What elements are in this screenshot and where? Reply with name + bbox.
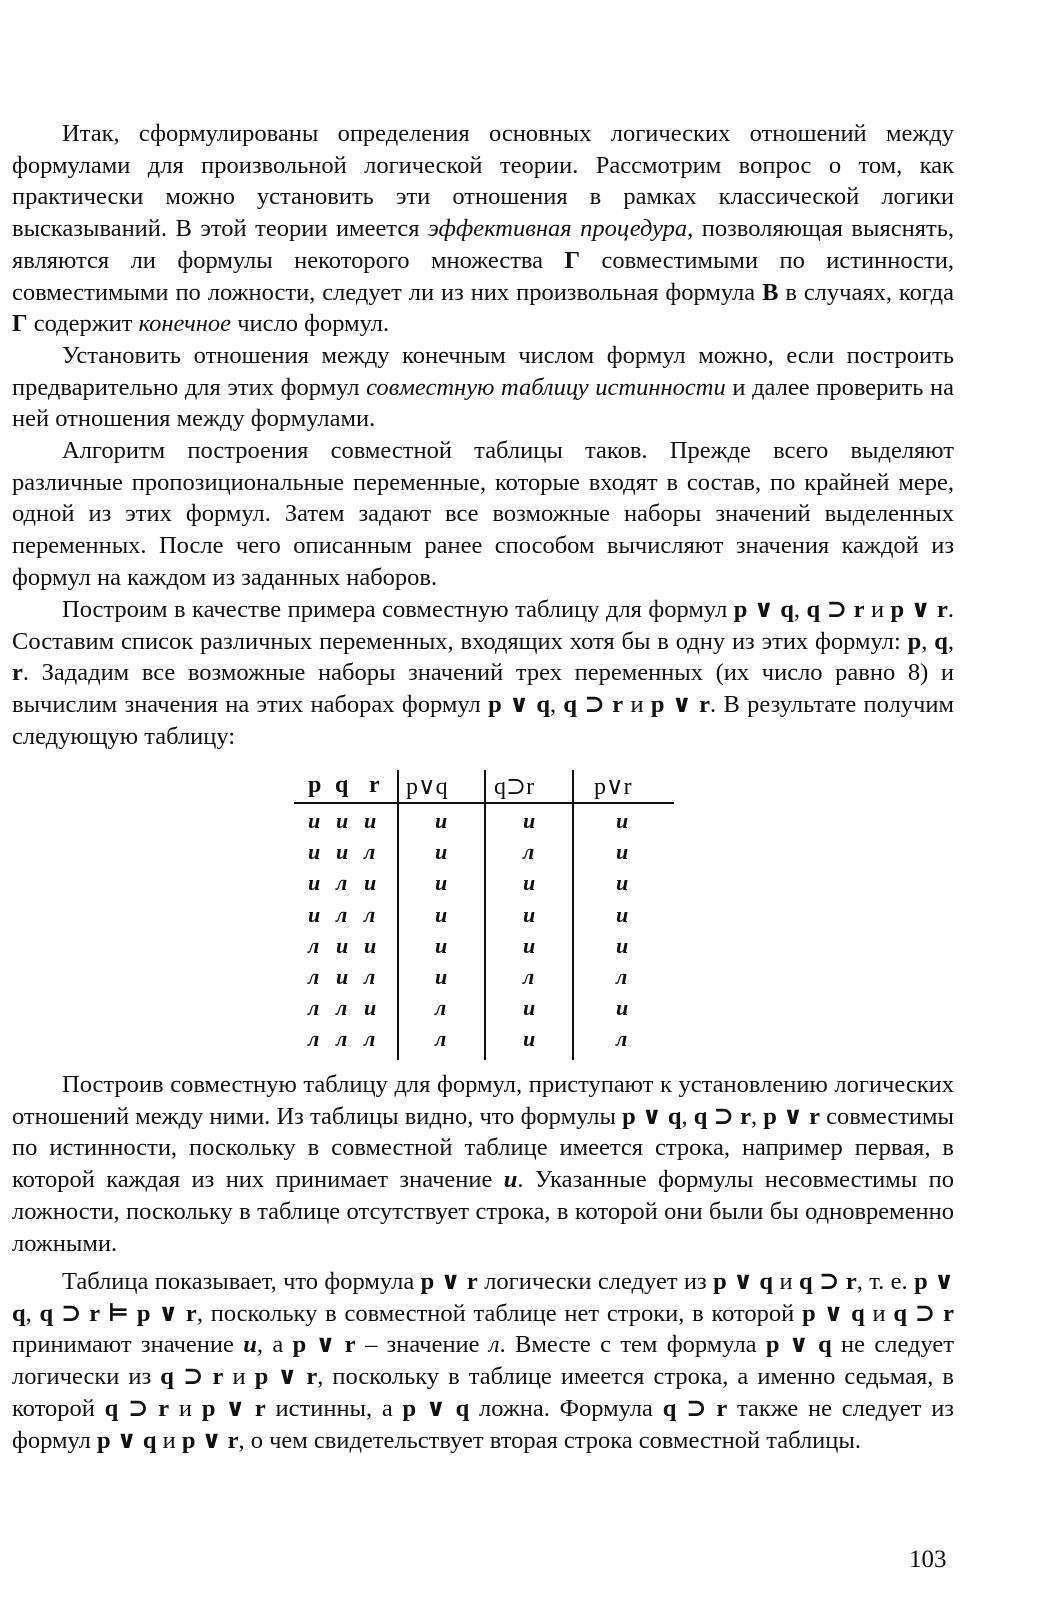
formula: q ⊃ r: [798, 1268, 857, 1295]
formula: q ⊃ r: [160, 1363, 224, 1391]
text-run: ложна. Формула: [469, 1394, 663, 1422]
formula: p ∨ q: [97, 1426, 157, 1454]
paragraph-compatibility: [12, 1069, 954, 1259]
formula: q ⊃ r ⊨ p ∨ r: [39, 1299, 197, 1327]
formula: p ∨ r: [890, 596, 948, 623]
header-p-or-q: p∨q: [406, 774, 448, 800]
text-run: не следует логически из: [12, 1331, 954, 1391]
table-row: [294, 995, 674, 1026]
cell-r: и: [364, 932, 377, 958]
table-header-rule: [294, 802, 674, 804]
text-run: и: [223, 1363, 255, 1391]
text-run: число формул.: [231, 310, 390, 338]
formula: q ⊃ r: [893, 1299, 954, 1327]
formula: Г: [12, 310, 28, 338]
text-run: . Указанные формулы несовместимы по ложности, поскольку в таблице отсутствует строка, в которой они были бы одновременно ложными.: [12, 1166, 954, 1257]
cell-p: л: [308, 932, 320, 958]
header-p: p: [308, 772, 322, 798]
text-run: Построим в качестве примера совместную таблицу для формул: [62, 596, 734, 623]
table-row: [294, 808, 674, 839]
cell-p-or-r: и: [616, 839, 629, 865]
header-q: q: [335, 772, 349, 798]
text-run: ,: [793, 596, 807, 623]
cell-p-or-r: л: [616, 1026, 628, 1052]
formula: p ∨ q: [622, 1102, 682, 1130]
paragraph-example: [12, 594, 954, 753]
cell-p: и: [308, 839, 321, 865]
cell-r: и: [364, 808, 377, 833]
formula: p ∨ q: [713, 1268, 774, 1295]
cell-q-implies-r: и: [523, 932, 536, 958]
formula: p ∨ q: [733, 596, 794, 623]
text-run: и далее проверить на ней отношения между формулами.: [12, 373, 954, 433]
cell-r: и: [364, 995, 377, 1021]
paragraph-definitions-intro: [12, 118, 954, 340]
cell-q-implies-r: л: [523, 964, 535, 989]
cell-q-implies-r: и: [523, 995, 536, 1021]
cell-q: л: [336, 870, 348, 896]
cell-r: л: [364, 1026, 376, 1052]
cell-p-or-q: и: [435, 901, 448, 927]
text-run: и: [156, 1426, 182, 1454]
text-run: ,: [681, 1102, 694, 1130]
cell-q: и: [336, 964, 349, 989]
text-run: ,: [549, 691, 564, 719]
cell-p-or-r: и: [616, 901, 629, 927]
paragraph-consequence: [12, 1266, 954, 1456]
text-run: Таблица показывает, что формула: [62, 1268, 421, 1295]
cell-p-or-q: л: [435, 995, 447, 1021]
cell-p: л: [308, 964, 320, 989]
formula: q ⊃ r: [662, 1394, 728, 1422]
text-run: Итак, сформулированы определения основных логических отношений между формулами для произвольной логической теории. Рассмотрим вопрос о том, как практически можно установить эти отношения в рамках классической логики высказываний. В этой теории имеется: [12, 120, 954, 243]
text-run: – значение: [355, 1331, 489, 1359]
table-row: [294, 964, 674, 995]
text-run: и: [623, 691, 651, 719]
formula: q ⊃ r: [563, 691, 624, 719]
text-run: , поскольку в совместной таблице нет строки, в которой: [196, 1299, 803, 1327]
formula: q ⊃ r: [693, 1102, 752, 1130]
cell-q-implies-r: и: [523, 808, 536, 833]
truth-value: и: [243, 1331, 257, 1359]
text-run: и: [169, 1394, 202, 1422]
cell-p-or-q: л: [435, 1026, 447, 1052]
text-run: истинны, а: [265, 1394, 403, 1422]
text-run: принимают значение: [12, 1331, 244, 1359]
cell-p-or-q: и: [435, 870, 448, 896]
cell-p: и: [308, 870, 321, 896]
cell-p-or-q: и: [435, 839, 448, 865]
text-run: . Вместе с тем формула: [499, 1331, 766, 1359]
table-row: [294, 1026, 674, 1057]
table-row: [294, 839, 674, 870]
table-row: [294, 902, 674, 933]
emphasis: л: [488, 1331, 500, 1359]
cell-p-or-q: и: [435, 964, 448, 989]
formula: Г: [564, 246, 581, 274]
formula: p ∨ r: [650, 691, 710, 719]
cell-q: л: [336, 901, 348, 927]
text-run: и: [773, 1268, 799, 1295]
text-run: . Составим список различных переменных, входящих хотя бы в одну из этих формул:: [12, 596, 955, 655]
text-run: . В результате получим следующую таблицу:: [12, 691, 954, 750]
cell-p: и: [308, 901, 321, 927]
cell-p-or-r: и: [616, 808, 629, 833]
text-run: , поскольку в таблице имеется строка, а именно седьмая, в которой: [12, 1363, 955, 1422]
emphasis: совместную таблицу истинности: [366, 373, 726, 401]
text-run: логически следует из: [477, 1268, 714, 1295]
cell-p-or-q: и: [435, 932, 448, 958]
cell-p: л: [308, 995, 320, 1021]
cell-q: и: [336, 808, 349, 833]
formula: p ∨ r: [292, 1331, 356, 1359]
cell-r: л: [364, 839, 376, 865]
page-number: 103: [909, 1546, 947, 1573]
formula: p ∨ r: [763, 1102, 820, 1130]
cell-q: л: [336, 995, 348, 1021]
formula: p ∨ q: [765, 1331, 832, 1359]
cell-q-implies-r: и: [523, 870, 536, 896]
table-row: [294, 870, 674, 901]
formula: r: [12, 659, 23, 687]
paragraph-algorithm: [12, 435, 954, 594]
header-q-implies-r: q⊃r: [494, 774, 535, 800]
text-run: ,: [921, 627, 935, 655]
formula: p ∨ q: [12, 1268, 954, 1327]
text-run: ,: [947, 627, 954, 655]
formula: p ∨ r: [201, 1394, 266, 1422]
text-run: содержит: [27, 310, 139, 338]
cell-p: и: [308, 808, 321, 833]
text-run: , позволяющая выяснять, являются ли формулы некоторого множества: [12, 215, 954, 274]
cell-p-or-q: и: [435, 808, 448, 833]
cell-p-or-r: л: [616, 964, 628, 989]
text-run: ,: [751, 1102, 764, 1130]
text-run: также не следует из формул: [12, 1394, 954, 1454]
text-run: в случаях, когда: [778, 278, 954, 306]
cell-q: и: [336, 932, 349, 958]
formula: p ∨ q: [402, 1394, 470, 1422]
table-row: [294, 933, 674, 964]
formula: p ∨ r: [420, 1268, 478, 1295]
formula: p: [907, 627, 922, 655]
cell-p-or-r: и: [616, 995, 629, 1021]
formula: p ∨ r: [254, 1363, 318, 1391]
cell-r: л: [364, 901, 376, 927]
text-run: и: [864, 596, 891, 623]
cell-q-implies-r: и: [523, 901, 536, 927]
text-run: Установить отношения между конечным числом формул можно, если построить предварительно для этих формул: [12, 342, 954, 401]
cell-q-implies-r: л: [523, 839, 535, 865]
cell-q-implies-r: и: [523, 1026, 536, 1052]
header-p-or-r: p∨r: [594, 774, 632, 800]
formula: В: [762, 278, 779, 306]
emphasis: конечное: [138, 310, 232, 338]
formula: q ⊃ r: [806, 596, 865, 623]
formula: p ∨ r: [181, 1426, 239, 1454]
text-run: . Зададим все возможные наборы значений трех переменных (их число равно 8) и вычислим значения на этих наборах формул: [12, 659, 954, 719]
emphasis: эффективная процедура: [427, 215, 688, 243]
text-run: Алгоритм построения совместной таблицы таков. Прежде всего выделяют различные пропозициональные переменные, которые входят в состав, по крайней мере, одной из этих формул. Затем задают все возможные наборы значений выделенных переменных. После чего описанным ранее способом вычисляют значения каждой из формул на каждом из заданных наборов.: [12, 437, 954, 591]
formula: q: [934, 627, 948, 655]
cell-p: л: [308, 1026, 320, 1052]
cell-p-or-r: и: [616, 870, 629, 896]
joint-truth-table: [294, 770, 674, 1062]
cell-q: л: [336, 1026, 348, 1052]
text-run: Построив совместную таблицу для формул, приступают к установлению логических отношений между ними. Из таблицы видно, что формулы: [12, 1071, 954, 1130]
text-run: ,: [25, 1299, 40, 1327]
text-run: совместимы по истинности, поскольку в совместной таблице имеется строка, например первая, в которой каждая из них принимает значение: [12, 1102, 955, 1194]
formula: p ∨ q: [802, 1299, 865, 1327]
cell-r: л: [364, 964, 376, 989]
header-r: r: [369, 772, 380, 798]
text-run: совместимыми по истинности, совместимыми по ложности, следует ли из них произвольная формула: [12, 246, 954, 306]
cell-p-or-r: и: [616, 932, 629, 958]
formula: p ∨ q: [488, 691, 550, 719]
text-run: и: [864, 1299, 894, 1327]
text-run: , а: [256, 1331, 293, 1359]
text-run: , о чем свидетельствует вторая строка совместной таблицы.: [238, 1426, 861, 1454]
cell-q: и: [336, 839, 349, 865]
truth-value: и: [503, 1166, 518, 1194]
paragraph-joint-table-idea: [12, 340, 954, 435]
text-run: , т. е.: [856, 1268, 915, 1295]
cell-r: и: [364, 870, 377, 896]
formula: q ⊃ r: [104, 1394, 170, 1422]
